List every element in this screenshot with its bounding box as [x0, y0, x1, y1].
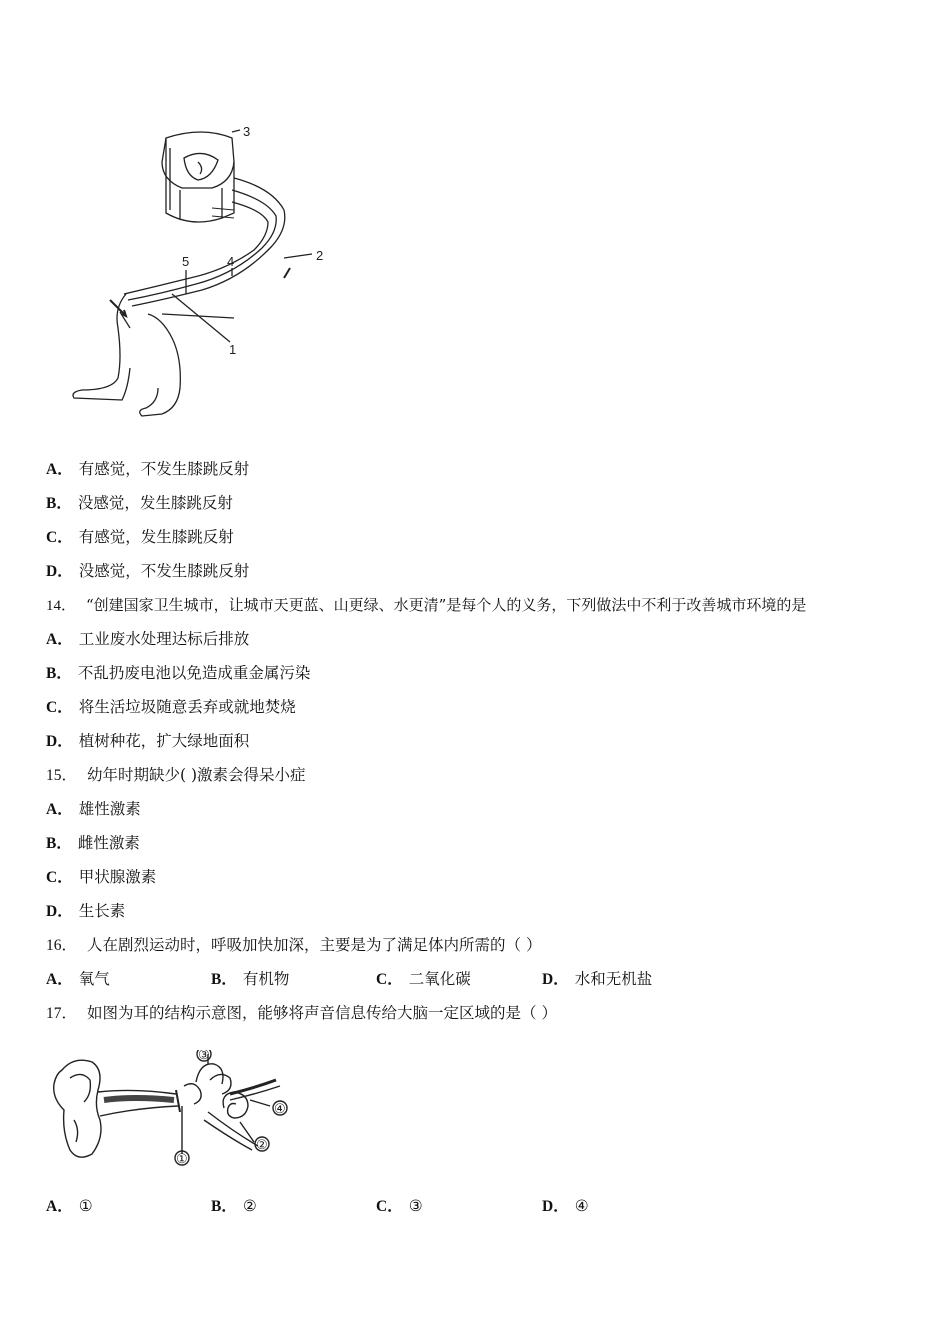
q14-stem: 14． “创建国家卫生城市，让城市天更蓝、山更绿、水更清”是每个人的义务，下列做法中不利于改善城市环境的是	[46, 596, 807, 614]
q17-option-b: B． ②	[211, 1197, 257, 1215]
figure2-label-1: ①	[176, 1151, 188, 1166]
q16-stem: 16． 人在剧烈运动时，呼吸加快加深，主要是为了满足体内所需的（ ）	[46, 936, 542, 954]
q15-option-c: C． 甲状腺激素	[46, 868, 157, 886]
q16-option-c: C． 二氧化碳	[376, 970, 471, 988]
figure2-label-4: ④	[274, 1101, 286, 1116]
q17-option-d: D． ④	[542, 1197, 589, 1215]
q14-option-c: C． 将生活垃圾随意丢弃或就地焚烧	[46, 698, 296, 716]
q13-option-a: A． 有感觉，不发生膝跳反射	[46, 460, 250, 478]
q16-option-b: B． 有机物	[211, 970, 290, 988]
q13-option-b: B． 没感觉，发生膝跳反射	[46, 494, 233, 512]
q15-option-d: D． 生长素	[46, 902, 126, 920]
q16-option-d: D． 水和无机盐	[542, 970, 653, 988]
q17-options	[46, 1196, 906, 1216]
figure1-label-5: 5	[182, 254, 190, 269]
q15-option-b: B． 雌性激素	[46, 834, 140, 852]
knee-reflex-figure	[62, 118, 342, 430]
figure1-label-2: 2	[316, 248, 324, 263]
q14-option-d: D． 植树种花，扩大绿地面积	[46, 732, 250, 750]
figure1-label-3: 3	[243, 124, 251, 139]
ear-structure-figure	[44, 1050, 304, 1168]
q17-option-a: A． ①	[46, 1197, 93, 1215]
q17-option-c: C． ③	[376, 1197, 423, 1215]
q15-option-a: A． 雄性激素	[46, 800, 141, 818]
figure2-label-3: ③	[198, 1050, 210, 1062]
q17-stem: 17． 如图为耳的结构示意图，能够将声音信息传给大脑一定区域的是（ ）	[46, 1004, 557, 1022]
q14-option-a: A． 工业废水处理达标后排放	[46, 630, 250, 648]
figure1-label-4: 4	[227, 254, 235, 269]
q16-option-a: A． 氧气	[46, 970, 110, 988]
q15-stem: 15． 幼年时期缺少( )激素会得呆小症	[46, 766, 306, 784]
figure1-label-1: 1	[229, 342, 237, 357]
q13-option-d: D． 没感觉，不发生膝跳反射	[46, 562, 250, 580]
q16-options	[46, 969, 906, 989]
q13-option-c: C． 有感觉，发生膝跳反射	[46, 528, 234, 546]
q14-option-b: B． 不乱扔废电池以免造成重金属污染	[46, 664, 311, 682]
figure2-label-2: ②	[256, 1137, 268, 1152]
